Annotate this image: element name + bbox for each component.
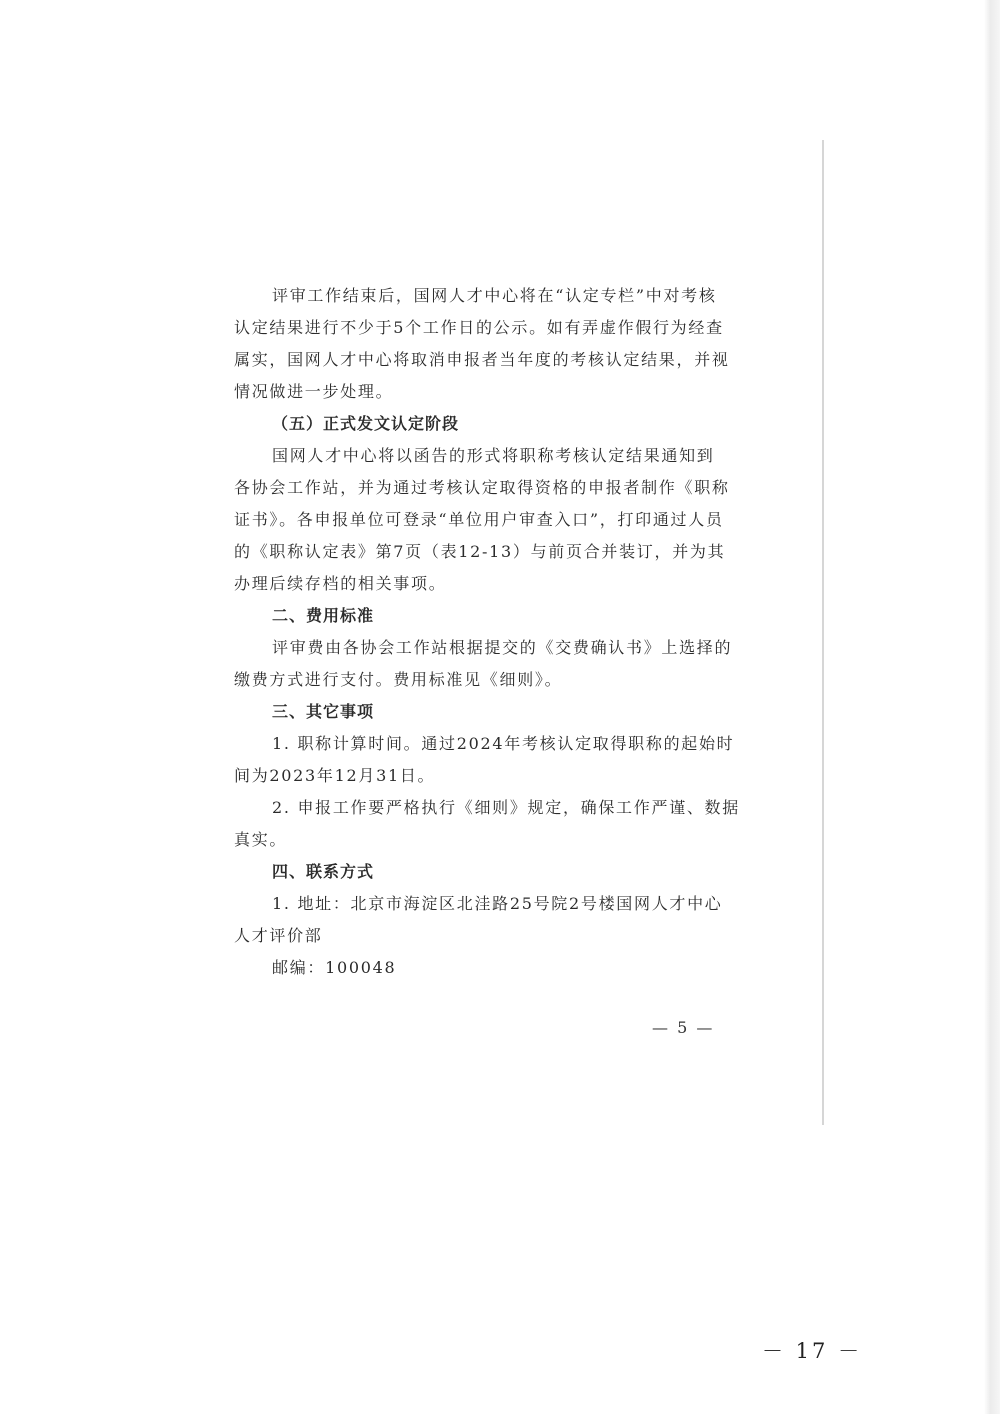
outer-page-number: － 17 － xyxy=(762,1339,863,1363)
paragraph-line: 间为2023年12月31日。 xyxy=(234,766,436,785)
page-edge-shadow xyxy=(984,0,1000,1414)
paragraph-line: 1. 职称计算时间。通过2024年考核认定取得职称的起始时 xyxy=(272,734,735,753)
paragraph-line: 1. 地址：北京市海淀区北洼路25号院2号楼国网人才中心 xyxy=(272,894,723,913)
section-five-title: （五）正式发文认定阶段 xyxy=(272,414,460,433)
paragraph-line: 缴费方式进行支付。费用标准见《细则》。 xyxy=(234,670,563,689)
paragraph-line: 各协会工作站，并为通过考核认定取得资格的申报者制作《职称 xyxy=(234,478,730,497)
paragraph-line: 认定结果进行不少于5个工作日的公示。如有弄虚作假行为经查 xyxy=(234,318,724,337)
heading-contact: 四、联系方式 xyxy=(272,862,375,881)
paragraph-line: 证书》。各申报单位可登录“单位用户审查入口”，打印通过人员 xyxy=(234,510,724,529)
paragraph-line: 属实，国网人才中心将取消申报者当年度的考核认定结果，并视 xyxy=(234,350,730,369)
paragraph-line: 评审工作结束后，国网人才中心将在“认定专栏”中对考核 xyxy=(272,286,717,305)
paragraph-line: 评审费由各协会工作站根据提交的《交费确认书》上选择的 xyxy=(272,638,733,657)
paragraph-line: 人才评价部 xyxy=(234,926,323,945)
paragraph-line: 的《职称认定表》第7页（表12-13）与前页合并装订，并为其 xyxy=(234,542,726,561)
inner-page-number: — 5 — xyxy=(652,1018,715,1037)
paragraph-line: 真实。 xyxy=(234,830,288,849)
heading-other-matters: 三、其它事项 xyxy=(272,702,375,721)
postcode-line: 邮编：100048 xyxy=(272,958,397,977)
paragraph-line: 2. 申报工作要严格执行《细则》规定，确保工作严谨、数据 xyxy=(272,798,740,817)
page-edge-line xyxy=(822,140,824,1125)
paragraph-line: 国网人才中心将以函告的形式将职称考核认定结果通知到 xyxy=(272,446,715,465)
paragraph-line: 办理后续存档的相关事项。 xyxy=(234,574,447,593)
paragraph-line: 情况做进一步处理。 xyxy=(234,382,394,401)
heading-fees: 二、费用标准 xyxy=(272,606,375,625)
